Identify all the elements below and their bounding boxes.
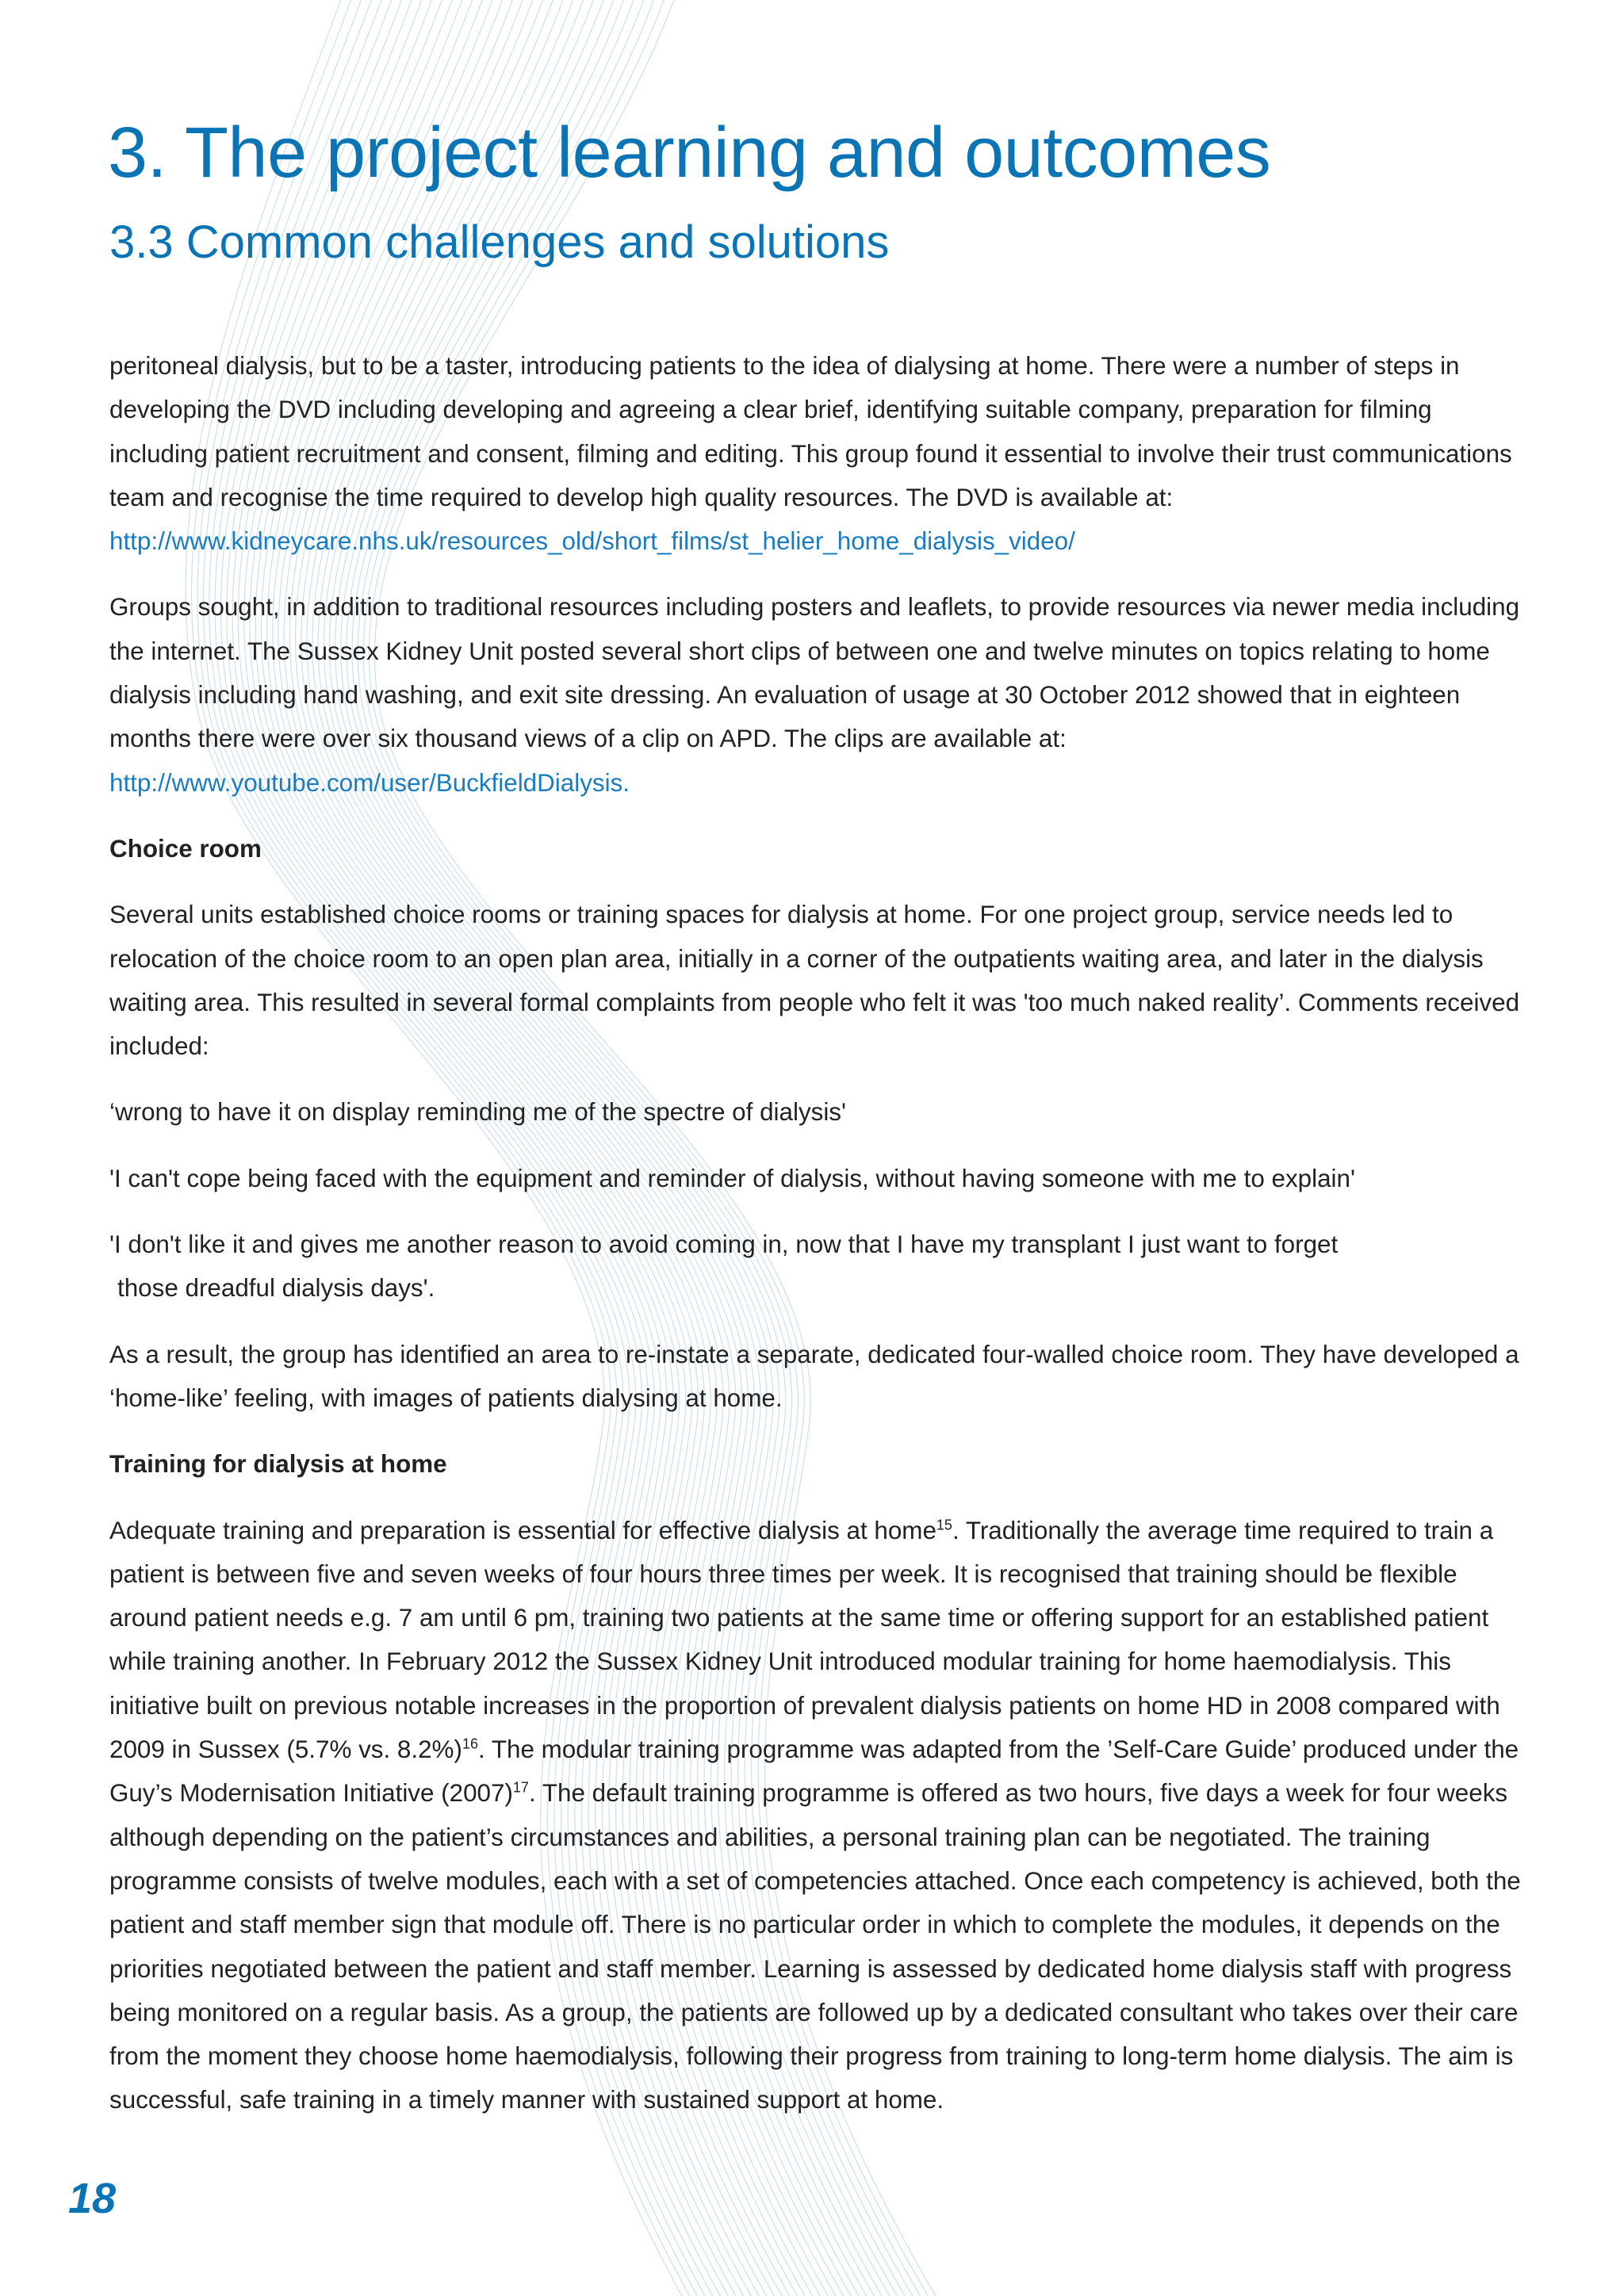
paragraph-training — [109, 1509, 1529, 2122]
quote-3-line-1: 'I don't like it and gives me another reason to avoid coming in, now that I have my transplant I just want to forget — [109, 1230, 1339, 1259]
paragraph-training-part-2: . Traditionally the average time required to train a patient is between five and seven weeks of four hours three times per week. It is recognised that training should be flexible around patient needs e.g. 7 am until 6 pm, training two patients at the same time or offering support for an established patient while training another. In February 2012 the Sussex Kidney Unit introduced modular training for home haemodialysis. This initiative built on previous notable increases in the proportion of prevalent dialysis patients on home HD in 2008 compared with 2009 in Sussex (5.7% vs. 8.2%) — [109, 1516, 1500, 1764]
quote-3 — [109, 1223, 1529, 1311]
youtube-link[interactable]: http://www.youtube.com/user/BuckfieldDialysis. — [109, 768, 630, 797]
paragraph-training-part-1: Adequate training and preparation is essential for effective dialysis at home — [109, 1516, 936, 1544]
subheading-choice-room: Choice room — [109, 834, 262, 863]
quote-2: 'I can't cope being faced with the equipment and reminder of dialysis, without having someone with me to explain' — [109, 1164, 1355, 1192]
section-title: 3.3 Common challenges and solutions — [109, 216, 890, 268]
paragraph-media — [109, 585, 1529, 804]
paragraph-result: As a result, the group has identified an area to re-instate a separate, dedicated four-walled choice room. They have developed a ‘home-like’ feeling, with images of patients dialysing at home. — [109, 1340, 1519, 1412]
subheading-training: Training for dialysis at home — [109, 1450, 447, 1479]
quote-1: ‘wrong to have it on display reminding me of the spectre of dialysis' — [109, 1098, 846, 1127]
footnote-ref-15[interactable]: 15 — [936, 1517, 952, 1533]
paragraph-dvd-text: peritoneal dialysis, but to be a taster, introducing patients to the idea of dialysing at home. There were a number of steps in developing the DVD including developing and agreeing a clear brief, identifying suitable company, preparation for filming including patient recruitment and consent, filming and editing. This group found it essential to involve their trust communications team and recognise the time required to develop high quality resources. The DVD is available at: — [109, 352, 1512, 511]
paragraph-dvd — [109, 344, 1529, 563]
body-text — [109, 344, 1529, 2145]
paragraph-media-text: Groups sought, in addition to traditional resources including posters and leaflets, to provide resources via newer media including the internet. The Sussex Kidney Unit posted several short clips of between one and twelve minutes on topics relating to home dialysis including hand washing, and exit site dressing. An evaluation of usage at 30 October 2012 showed that in eighteen months there were over six thousand views of a clip on APD. The clips are available at: — [109, 593, 1520, 753]
page-number: 18 — [68, 2175, 117, 2222]
chapter-title: 3. The project learning and outcomes — [108, 113, 1271, 193]
paragraph-choice-room: Several units established choice rooms or training spaces for dialysis at home. For one project group, service needs led to relocation of the choice room to an open plan area, initially in a corner of the outpatients waiting area, and later in the dialysis waiting area. This resulted in several formal complaints from people who felt it was 'too much naked reality’. Comments received included: — [109, 901, 1520, 1061]
dvd-link[interactable]: http://www.kidneycare.nhs.uk/resources_old/short_films/st_helier_home_dialysis_video/ — [109, 527, 1075, 556]
footnote-ref-16[interactable]: 16 — [462, 1735, 478, 1752]
paragraph-training-part-3: . The modular training programme was adapted from the ’Self-Care Guide’ produced under the Guy’s Modernisation Initiative (2007) — [109, 1735, 1519, 1808]
footnote-ref-17[interactable]: 17 — [512, 1779, 529, 1796]
quote-3-line-2: those dreadful dialysis days'. — [117, 1274, 435, 1303]
paragraph-training-part-4: . The default training programme is offered as two hours, five days a week for four weeks although depending on the patient’s circumstances and abilities, a personal training plan can be negotiated. The training programme consists of twelve modules, each with a set of competencies attached. Once each competency is achieved, both the patient and staff member sign that module off. There is no particular order in which to complete the modules, it depends on the priorities negotiated between the patient and staff member. Learning is assessed by dedicated home dialysis staff with progress being monitored on a regular basis. As a group, the patients are followed up by a dedicated consultant who takes over their care from the moment they choose home haemodialysis, following their progress from training to long-term home dialysis. The aim is successful, safe training in a timely manner with sustained support at home. — [109, 1779, 1521, 2114]
